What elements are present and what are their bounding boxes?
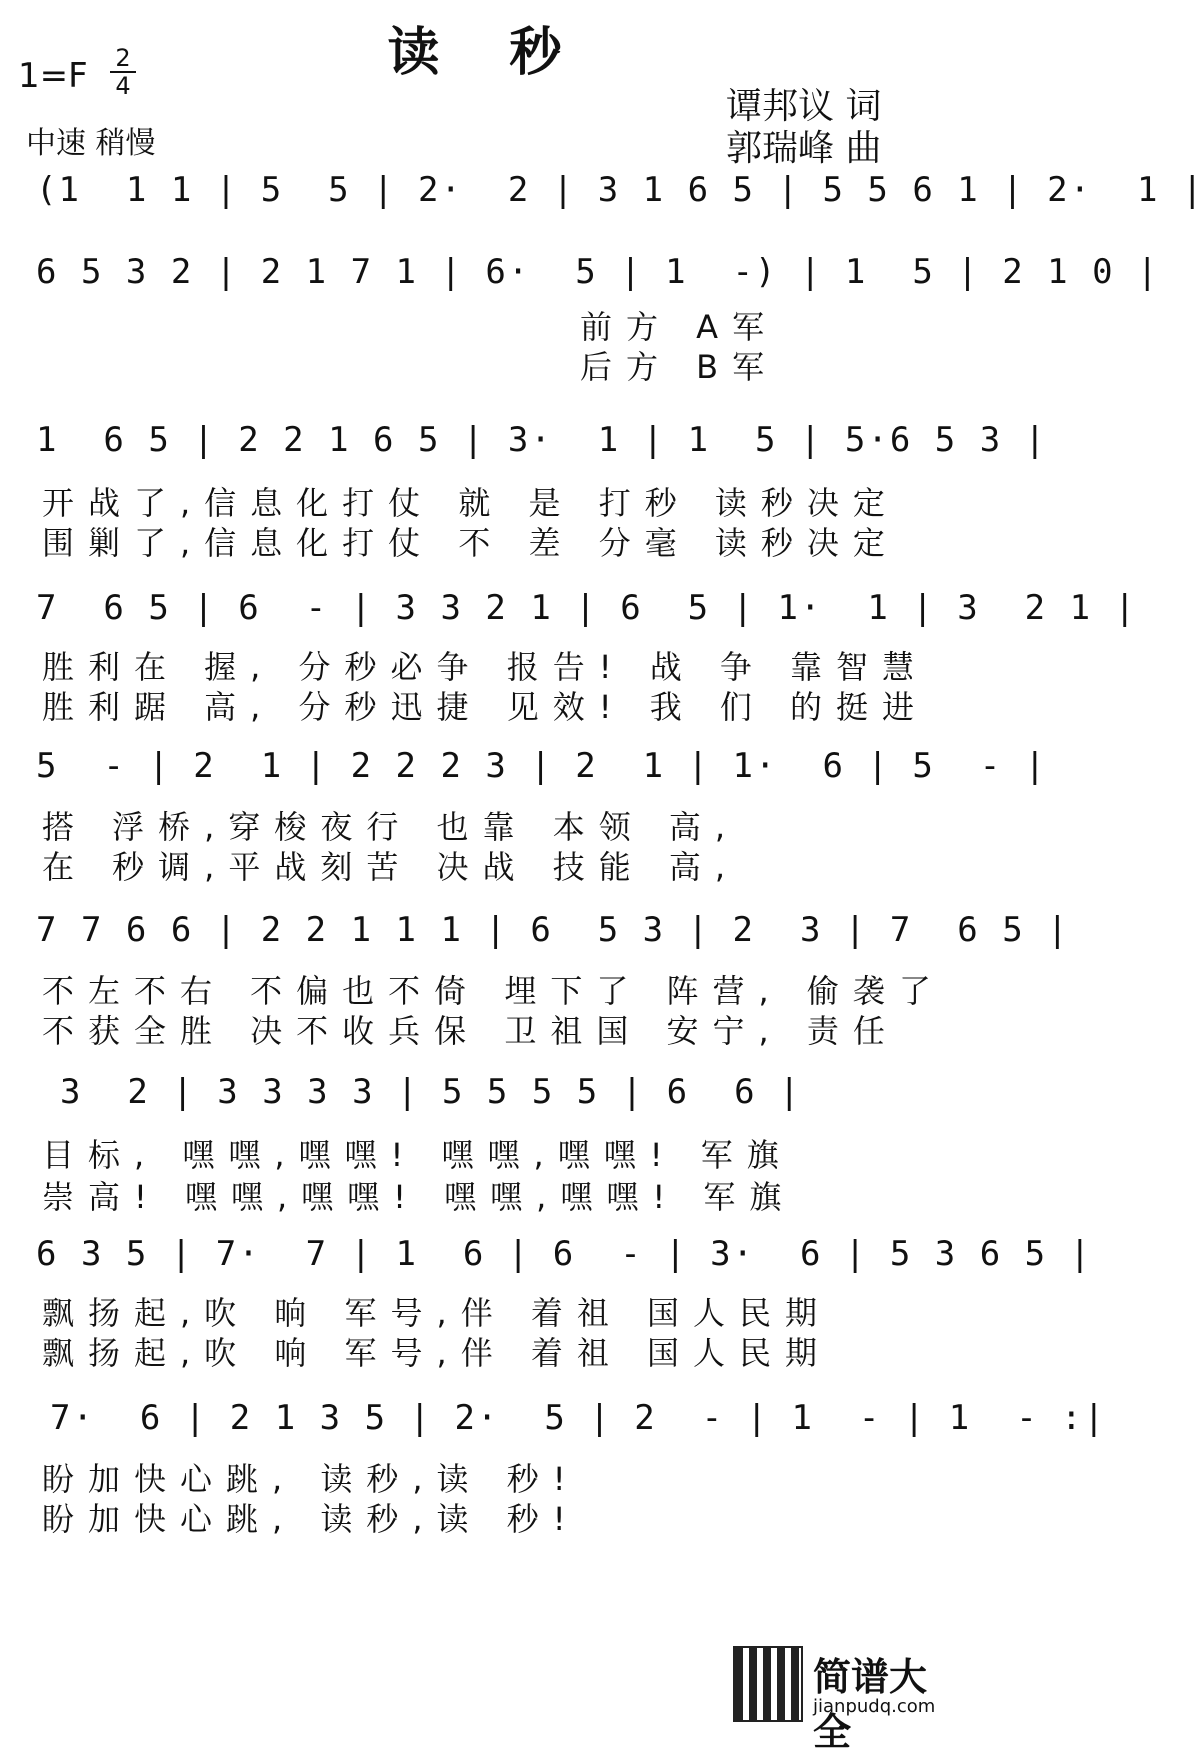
lyrics-verse-1: 盼加快心跳, 读秒,读 秒!	[42, 1460, 580, 1498]
composer-credit: 郭瑞峰 曲	[726, 128, 882, 169]
tempo-marking: 中速 稍慢	[26, 126, 156, 161]
time-signature	[110, 46, 136, 98]
lyrics-verse-2: 在 秒调,平战刻苦 决战 技能 高,	[42, 848, 740, 886]
score-row-6	[0, 910, 1070, 1050]
lyrics-verse-2: 飘扬起,吹 响 军号,伴 着祖 国人民期	[42, 1334, 832, 1372]
notation-line: 6 5 3 2 | 2 1 7 1 | 6· 5 | 1 -) | 1 5 | 2 1 0 |	[36, 252, 1160, 292]
score-row-8	[0, 1234, 1093, 1372]
notation-line: 3 2 | 3 3 3 3 | 5 5 5 5 | 6 6 |	[60, 1072, 802, 1112]
lyrics-verse-1: 胜利在 握, 分秒必争 报告! 战 争 靠智慧	[42, 648, 929, 686]
notation-line: 7· 6 | 2 1 3 5 | 2· 5 | 2 - | 1 - | 1 - :|	[50, 1398, 1107, 1438]
score-row-2	[0, 252, 1160, 386]
time-signature-top: 2	[115, 44, 131, 72]
time-signature-bottom: 4	[115, 72, 131, 100]
notation-line: 5 - | 2 1 | 2 2 2 3 | 2 1 | 1· 6 | 5 - |	[36, 746, 1048, 786]
lyrics-verse-2: 崇高! 嘿嘿,嘿嘿! 嘿嘿,嘿嘿! 军旗	[42, 1178, 796, 1216]
score-row-3	[0, 420, 1048, 562]
lyrics-verse-2: 不获全胜 决不收兵保 卫祖国 安宁, 责任	[42, 1012, 899, 1050]
score-row-5	[0, 746, 1048, 886]
score-row-4	[0, 588, 1138, 726]
lyrics-verse-2: 后方 B军	[580, 348, 779, 386]
watermark-name: 简谱大全	[813, 1655, 928, 1754]
watermark-site: jianpudq.com	[813, 1696, 936, 1717]
score-row-9	[0, 1398, 1107, 1538]
lyrics-verse-1: 目标, 嘿嘿,嘿嘿! 嘿嘿,嘿嘿! 军旗	[42, 1136, 793, 1174]
lyricist-credit: 谭邦议 词	[726, 86, 882, 127]
notation-line: 1 6 5 | 2 2 1 6 5 | 3· 1 | 1 5 | 5·6 5 3 |	[36, 420, 1048, 460]
lyrics-verse-2: 胜利踞 高, 分秒迅捷 见效! 我 们 的挺进	[42, 688, 929, 726]
song-title: 读 秒	[387, 23, 588, 83]
notation-line: 6 3 5 | 7· 7 | 1 6 | 6 - | 3· 6 | 5 3 6 5 |	[36, 1234, 1093, 1274]
piano-keys-icon	[733, 1646, 803, 1722]
lyrics-verse-1: 前方 A军	[580, 308, 779, 346]
lyrics-verse-1: 搭 浮桥,穿梭夜行 也靠 本领 高,	[42, 808, 740, 846]
lyrics-verse-1: 开战了,信息化打仗 就 是 打秒 读秒决定	[42, 484, 899, 522]
lyrics-verse-2: 盼加快心跳, 读秒,读 秒!	[42, 1500, 580, 1538]
notation-line: 7 7 6 6 | 2 2 1 1 1 | 6 5 3 | 2 3 | 7 6 5 |	[36, 910, 1070, 950]
lyrics-verse-1: 飘扬起,吹 晌 军号,伴 着祖 国人民期	[42, 1294, 832, 1332]
notation-line: (1 1 1 | 5 5 | 2· 2 | 3 1 6 5 | 5 5 6 1 | 2· 1 |	[36, 170, 1204, 210]
lyrics-verse-1: 不左不右 不偏也不倚 埋下了 阵营, 偷袭了	[42, 972, 945, 1010]
lyrics-verse-2: 围剿了,信息化打仗 不 差 分毫 读秒决定	[42, 524, 899, 562]
score-row-7	[0, 1072, 975, 1216]
notation-line: 7 6 5 | 6 - | 3 3 2 1 | 6 5 | 1· 1 | 3 2 1 |	[36, 588, 1138, 628]
key-signature: 1=F	[18, 56, 88, 96]
site-watermark	[733, 1646, 963, 1754]
